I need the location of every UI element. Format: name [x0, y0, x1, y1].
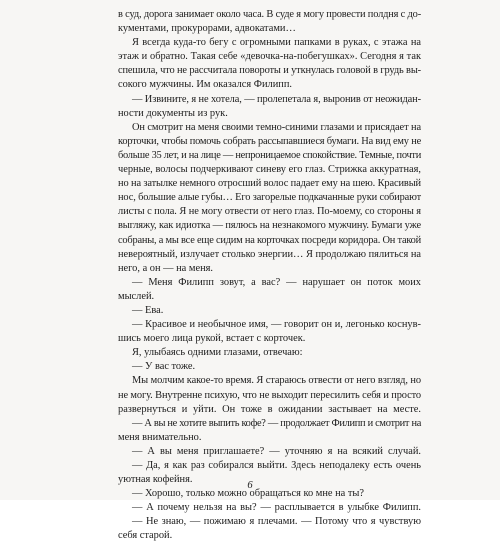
- text-line: черные, волосы подчеркивают синеву его глаз. Стрижка аккуратная,: [118, 164, 421, 176]
- text-line: себя старой.: [118, 530, 173, 542]
- text-line: невероятный, излучает столько энергии… Я продолжаю пялиться на: [118, 248, 421, 260]
- text-line: кументами, прокурорами, адвокатами…: [118, 23, 296, 35]
- text-line: — Ева.: [132, 304, 164, 316]
- text-line: нос, большие алые губы… Его загорелые подкачанные руки собирают: [118, 192, 421, 204]
- text-line: него, а он — на меня.: [118, 262, 214, 274]
- text-line: шись моего лица рукой, встает с корточек.: [118, 333, 306, 345]
- text-line: — А почему нельзя на вы? — расплывается в улыбке Филипп.: [132, 502, 421, 514]
- page-number: 6: [247, 480, 253, 491]
- page-text: [118, 8, 421, 544]
- text-line: ности документы из рук.: [118, 107, 228, 119]
- text-line: больше 35 лет, и на лице — непроницаемое спокойствие. Темные, почти: [118, 149, 421, 161]
- text-line: Я, улыбаясь одними глазами, отвечаю:: [132, 347, 303, 359]
- text-line: в суд, дорога занимает около часа. В суде я могу провести полдня с до-: [118, 9, 421, 20]
- text-line: — Меня Филипп зовут, а вас? — нарушает он поток моих: [132, 276, 421, 288]
- text-line: корточки, чтобы помочь собрать рассыпавшиеся бумаги. На вид ему не: [118, 135, 422, 147]
- text-line: но на затылке немного отросший волос падает ему на шею. Красивый: [118, 178, 421, 190]
- text-line: — Красивое и необычное имя, — говорит он и, легонько коснув-: [132, 319, 421, 331]
- text-line: мыслей.: [118, 290, 155, 302]
- text-line: этаж и обратно. Такая себе «девочка-на-побегушках». Сегодня я так: [118, 51, 421, 63]
- text-line: — Да, я как раз собирался выйти. Здесь неподалеку есть очень: [132, 460, 421, 471]
- text-line: собраны, а мы все еще сидим на корточках посреди коридора. Он такой: [118, 234, 421, 246]
- text-line: меня внимательно.: [118, 431, 202, 443]
- text-line: Я всегда куда-то бегу с огромными папками в руках, с этажа на: [132, 37, 421, 49]
- text-line: — У вас тоже.: [132, 361, 196, 373]
- text-line: — Не знаю, — пожимаю я плечами. — Потому что я чувствую: [132, 516, 421, 528]
- text-line: выгляжу, как идиотка — пялюсь на незнакомого мужчину. Бумаги уже: [118, 220, 421, 232]
- text-line: — А вы меня приглашаете? — уточняю я на всякий случай.: [132, 445, 421, 457]
- text-line: Мы молчим какое-то время. Я стараюсь отвести от него взгляд, но: [132, 375, 421, 387]
- text-line: — А вы не хотите выпить кофе? — продолжает Филипп и смотрит на: [132, 417, 421, 429]
- text-line: сокого мужчины. Им оказался Филипп.: [118, 79, 292, 91]
- text-line: листы с пола. Я не могу отвести от него глаз. По-моему, со стороны я: [118, 206, 421, 218]
- text-line: развернуться и уйти. Он тоже в ожидании застывает на месте.: [118, 403, 421, 415]
- text-line: — Хорошо, только можно обращаться ко мне на ты?: [132, 488, 365, 500]
- text-line: Он смотрит на меня своими темно-синими глазами и присядает на: [132, 121, 421, 133]
- text-line: не могу. Внутренне психую, что не выходит пересилить себя и просто: [118, 389, 421, 401]
- text-line: спешила, что не рассчитала повороты и уткнулась головой в грудь вы-: [118, 65, 421, 77]
- text-line: уютная кофейня.: [118, 474, 193, 486]
- text-line: — Извините, я не хотела, — пролепетала я, выронив от неожидан-: [132, 93, 421, 105]
